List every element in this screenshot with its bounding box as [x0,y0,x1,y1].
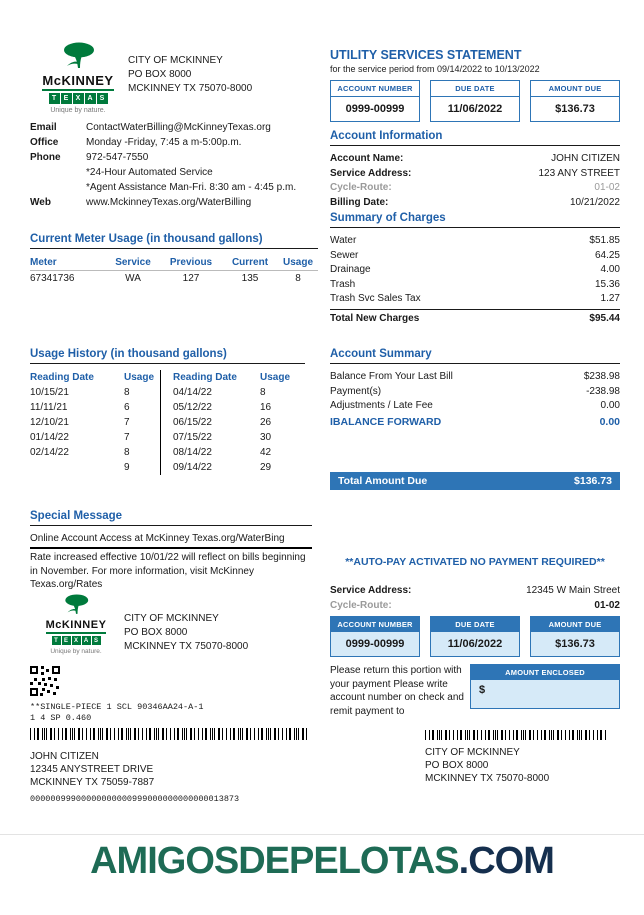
summary-row: Adjustments / Late Fee 0.00 [330,400,620,411]
footer-watermark [0,840,644,883]
mckinney-logo-stub [34,594,118,655]
stub-due-date-value: 11/06/2022 [431,632,519,656]
account-summary-title: Account Summary [330,348,620,364]
amount-enclosed-field[interactable]: $ [471,680,619,708]
cycle-route-row: Cycle-Route: 01-02 [330,182,620,193]
usage-col-header: Reading Date [160,370,246,385]
special-message-title: Special Message [30,510,312,526]
current-meter-usage-title: Current Meter Usage (in thousand gallons) [30,233,318,249]
recipient-line: MCKINNEY TX 75059-7887 [30,777,155,788]
total-due-value: $136.73 [574,475,612,487]
due-date-value: 11/06/2022 [447,103,503,115]
contact-label: Web [30,197,51,208]
usage-cell: 7 [124,432,130,443]
statement-summary-boxes [330,80,620,122]
usage-history-table [30,370,305,475]
logo-texas-blocks [49,93,108,104]
recipient-address [30,750,154,789]
sender-address-stub [124,612,248,654]
stub-cycle-route-row: Cycle-Route: 01-02 [330,599,620,611]
service-address-row: Service Address: 123 ANY STREET [330,167,620,179]
texas-letter: E [61,93,72,104]
contact-value: Monday -Friday, 7:45 a m-5:00p.m. [86,137,242,148]
contact-row [30,135,322,150]
return-instructions: Please return this portion with your payment Please write account number on check and remit payment to [330,665,464,717]
usage-col-header: Usage [260,372,291,383]
imprint-line: **SINGLE-PIECE 1 SCL 90346AA24-A-1 [30,702,204,712]
remit-line: MCKINNEY TX 75070-8000 [425,773,550,784]
usage-cell: 26 [260,417,272,428]
texas-letter: A [82,636,91,645]
texas-letter: A [85,93,96,104]
amount-due-box [530,80,620,122]
usage-cell: 08/14/22 [160,445,246,460]
contact-label: Phone [30,152,61,163]
account-name-row: Account Name: JOHN CITIZEN [330,153,620,164]
due-date-label: DUE DATE [431,81,519,97]
stub-account-number-box [330,616,420,657]
contact-block [30,120,322,210]
stub-due-date-box [430,616,520,657]
sender-line: CITY OF MCKINNEY [124,613,219,624]
service-period: for the service period from 09/14/2022 to 10/13/2022 [330,64,540,74]
footer-tld: .COM [458,840,554,882]
logo-texas-blocks [52,636,101,645]
mckinney-logo [30,42,126,114]
summary-row: Payment(s) -238.98 [330,385,620,397]
meter-col-header: Meter [30,255,106,271]
logo-tagline: Unique by nature. [50,107,106,114]
stub-service-rows [330,584,620,613]
charge-row: Trash Svc Sales Tax 1.27 [330,293,620,304]
remit-address [425,746,549,785]
texas-letter: X [73,93,84,104]
mail-qr-code [30,666,60,701]
stub-account-number-value: 0999-00999 [331,632,419,656]
texas-letter: X [72,636,81,645]
contact-row [30,150,322,165]
summary-row: Balance From Your Last Bill $238.98 [330,371,620,382]
sender-address [128,54,252,96]
usage-cell: 05/12/22 [160,400,246,415]
amount-due-value: $136.73 [555,103,595,115]
account-number-value: 0999-00999 [345,103,405,115]
usage-cell: 06/15/22 [160,415,246,430]
meter-cell: 8 [295,273,301,284]
stub-amount-due-label: AMOUNT DUE [531,617,619,632]
meter-cell: WA [125,273,141,284]
usage-cell: 07/15/22 [160,430,246,445]
sender-line: PO BOX 8000 [124,627,188,638]
sender-line: MCKINNEY TX 75070-8000 [128,83,253,94]
current-meter-usage-section [30,233,318,286]
usage-cell: 8 [124,387,130,398]
amount-enclosed-label: AMOUNT ENCLOSED [471,665,619,680]
contact-row [30,165,322,180]
usage-history-section [30,348,305,475]
usage-cell: 7 [124,417,130,428]
account-summary-section [330,348,620,428]
account-number-box [330,80,420,122]
usage-cell: 42 [260,447,272,458]
total-new-charges-row: Total New Charges $95.44 [330,309,620,324]
sender-line: CITY OF MCKINNEY [128,55,223,66]
logo-tagline: Unique by nature. [50,648,102,655]
contact-label [30,180,86,195]
usage-cell: 6 [124,402,130,413]
stub-account-number-label: ACCOUNT NUMBER [331,617,419,632]
usage-cell: 11/11/21 [30,402,68,413]
contact-row [30,120,322,135]
contact-value: *24-Hour Automated Service [86,167,213,178]
stub-due-date-label: DUE DATE [431,617,519,632]
account-information-section [330,130,620,210]
recipient-line: 12345 ANYSTREET DRIVE [30,764,154,775]
total-amount-due-bar [330,472,620,490]
balance-forward-row: IBALANCE FORWARD 0.00 [330,415,620,428]
amount-enclosed-box [470,664,620,709]
texas-letter: E [62,636,71,645]
usage-cell: 12/10/21 [30,417,69,428]
due-date-box [430,80,520,122]
summary-of-charges-title: Summary of Charges [330,212,620,228]
usage-cell: 10/15/21 [30,387,69,398]
charge-row: Trash 15.36 [330,278,620,290]
autopay-notice: **AUTO-PAY ACTIVATED NO PAYMENT REQUIRED** [345,556,605,568]
meter-col-header: Service [106,255,160,271]
usage-cell: 09/14/22 [160,460,246,475]
charge-row: Water $51.85 [330,235,620,246]
stub-amount-due-box [530,616,620,657]
account-number-label: ACCOUNT NUMBER [331,81,419,97]
tree-icon [57,42,99,73]
meter-cell: 135 [241,273,259,284]
charge-row: Drainage 4.00 [330,264,620,275]
texas-letter: S [97,93,108,104]
contact-label: Email [30,122,57,133]
meter-col-header: Previous [160,255,222,271]
charge-row: Sewer 64.25 [330,249,620,261]
usage-cell: 8 [260,387,266,398]
sender-line: PO BOX 8000 [128,69,192,80]
texas-letter: T [52,636,61,645]
special-message-line2: Rate increased effective 10/01/22 will reflect on bills beginning in November. For more information, visit McKinney Texas.org/Rates [30,552,306,590]
postal-barcode [30,728,308,740]
meter-cell: 67341736 [30,273,75,284]
contact-value: 972-547-7550 [86,152,149,163]
special-message-line1: Online Account Access at McKinney Texas.org/WaterBing [30,532,312,549]
account-information-title: Account Information [330,130,620,146]
footer-brand: AMIGOSDEPELOTAS [90,840,459,882]
meter-col-header: Usage [278,255,318,271]
stub-summary-boxes [330,616,620,657]
usage-cell: 02/14/22 [30,447,69,458]
summary-of-charges-section [330,212,620,324]
footer-divider [0,834,644,835]
imprint-line: 1 4 SP 0.460 [30,713,92,723]
billing-date-row: Billing Date: 10/21/2022 [330,196,620,208]
usage-cell: 16 [260,402,272,413]
recipient-line: JOHN CITIZEN [30,751,99,762]
usage-col-header: Reading Date [30,372,94,383]
amount-due-label: AMOUNT DUE [531,81,619,97]
usage-col-header: Usage [124,372,155,383]
statement-title: UTILITY SERVICES STATEMENT [330,48,522,62]
usage-cell: 29 [260,462,272,473]
contact-row [30,195,322,210]
usage-cell: 01/14/22 [30,432,69,443]
total-due-label: Total Amount Due [338,475,428,487]
stub-service-address-row: Service Address: 12345 W Main Street [330,585,620,596]
contact-value: *Agent Assistance Man-Fri. 8:30 am - 4:45 p.m. [86,182,297,193]
usage-cell: 8 [124,447,130,458]
usage-history-title: Usage History (in thousand gallons) [30,348,305,364]
remit-barcode [425,730,607,740]
usage-cell [30,460,110,475]
logo-wordmark: McKINNEY [46,619,107,634]
texas-letter: S [92,636,101,645]
stub-amount-due-value: $136.73 [531,632,619,656]
contact-value: ContactWaterBilling@McKinneyTexas.org [86,122,271,133]
contact-value: www.MckinneyTexas.org/WaterBilling [86,197,252,208]
remit-line: PO BOX 8000 [425,760,489,771]
meter-cell: 127 [182,273,200,284]
contact-label [30,165,86,180]
meter-col-header: Current [222,255,278,271]
usage-cell: 30 [260,432,272,443]
usage-cell: 9 [124,462,130,473]
tree-icon [60,594,92,619]
special-message-section [30,510,312,592]
logo-wordmark: McKINNEY [42,73,113,91]
remit-line: CITY OF MCKINNEY [425,747,520,758]
account-code-line: 00000099900000000000999000000000000013873 [30,794,240,804]
texas-letter: T [49,93,60,104]
mail-imprint [30,702,203,724]
meter-usage-table [30,255,318,286]
usage-cell: 04/14/22 [160,385,246,400]
sender-line: MCKINNEY TX 75070-8000 [124,641,249,652]
contact-label: Office [30,137,59,148]
contact-row [30,180,322,195]
